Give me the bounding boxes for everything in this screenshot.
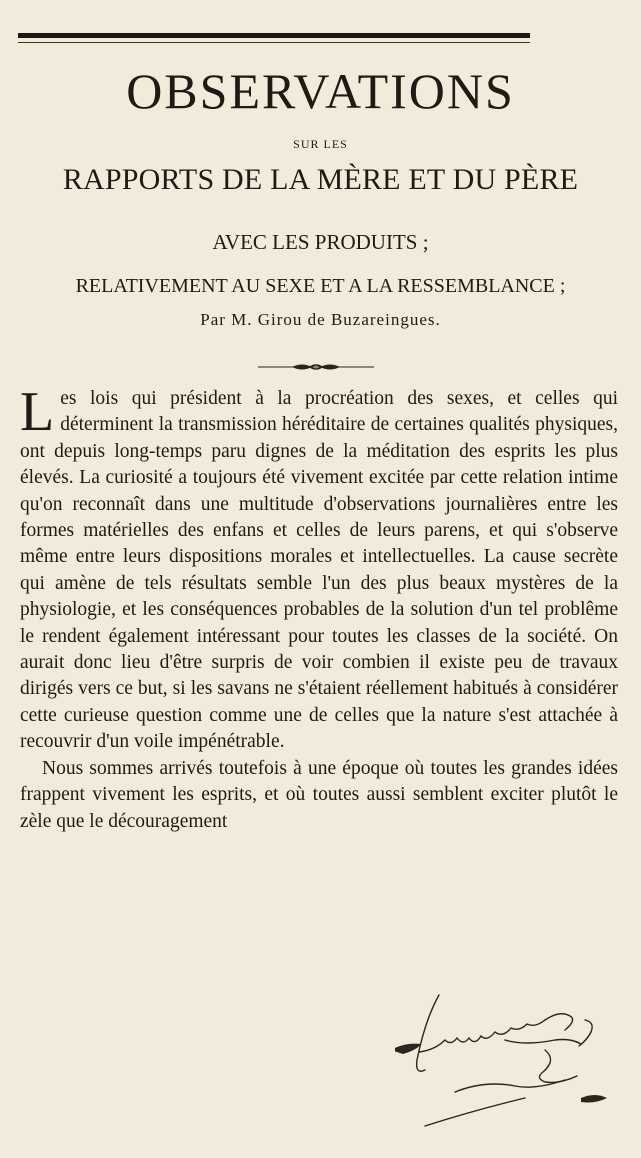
body-text [20,381,618,835]
handwritten-signature [395,980,615,1130]
drop-cap: L [20,381,55,443]
paragraph-1 [20,381,618,756]
sur-les-line: SUR LES [293,137,348,151]
top-rule-thin [18,42,530,43]
ornament-divider [258,361,374,373]
top-rule [18,33,530,38]
paragraph-2: Nous sommes arrivés toutefois à une époque où toutes les grandes idées frappent vivement les esprits, et où toutes aussi semblent exciter plutôt le zèle que le découragement [20,757,618,832]
page-title: OBSERVATIONS [126,63,515,119]
subtitle-line-1: RAPPORTS DE LA MÈRE ET DU PÈRE [62,163,579,196]
author-line: Par M. Girou de Buzareingues. [200,310,441,329]
subtitle-line-2: AVEC LES PRODUITS ; [212,230,429,254]
paragraph-1-text: es lois qui président à la procréation des sexes, et celles qui déterminent la transmission héréditaire de certaines qualités physiques, ont depuis long-temps paru dignes de la méditation des esprits les plus élevés. La curiosité a toujours été vivement excitée par cette relation intime qu'on reconnaît dans une multitude d'observations journalières entre les formes matérielles des enfans et celles de leurs parens, et qui s'observe même entre leurs dispositions morales et intellectuelles. La cause secrète qui amène de tels résultats semble l'un des plus beaux mystères de la physiologie, et les conséquences probables de la solution d'un tel problême le rendent également intéressant pour toutes les classes de la société. On aurait donc lieu d'être surpris de voir combien il existe peu de travaux dirigés vers ce but, si les savans ne s'étaient réellement habitués à considérer cette curieuse question comme une de celles que la nature s'est attachée à recouvrir d'un voile impénétrable. [20,388,618,753]
subtitle-line-3: RELATIVEMENT AU SEXE ET A LA RESSEMBLANCE ; [75,275,566,297]
